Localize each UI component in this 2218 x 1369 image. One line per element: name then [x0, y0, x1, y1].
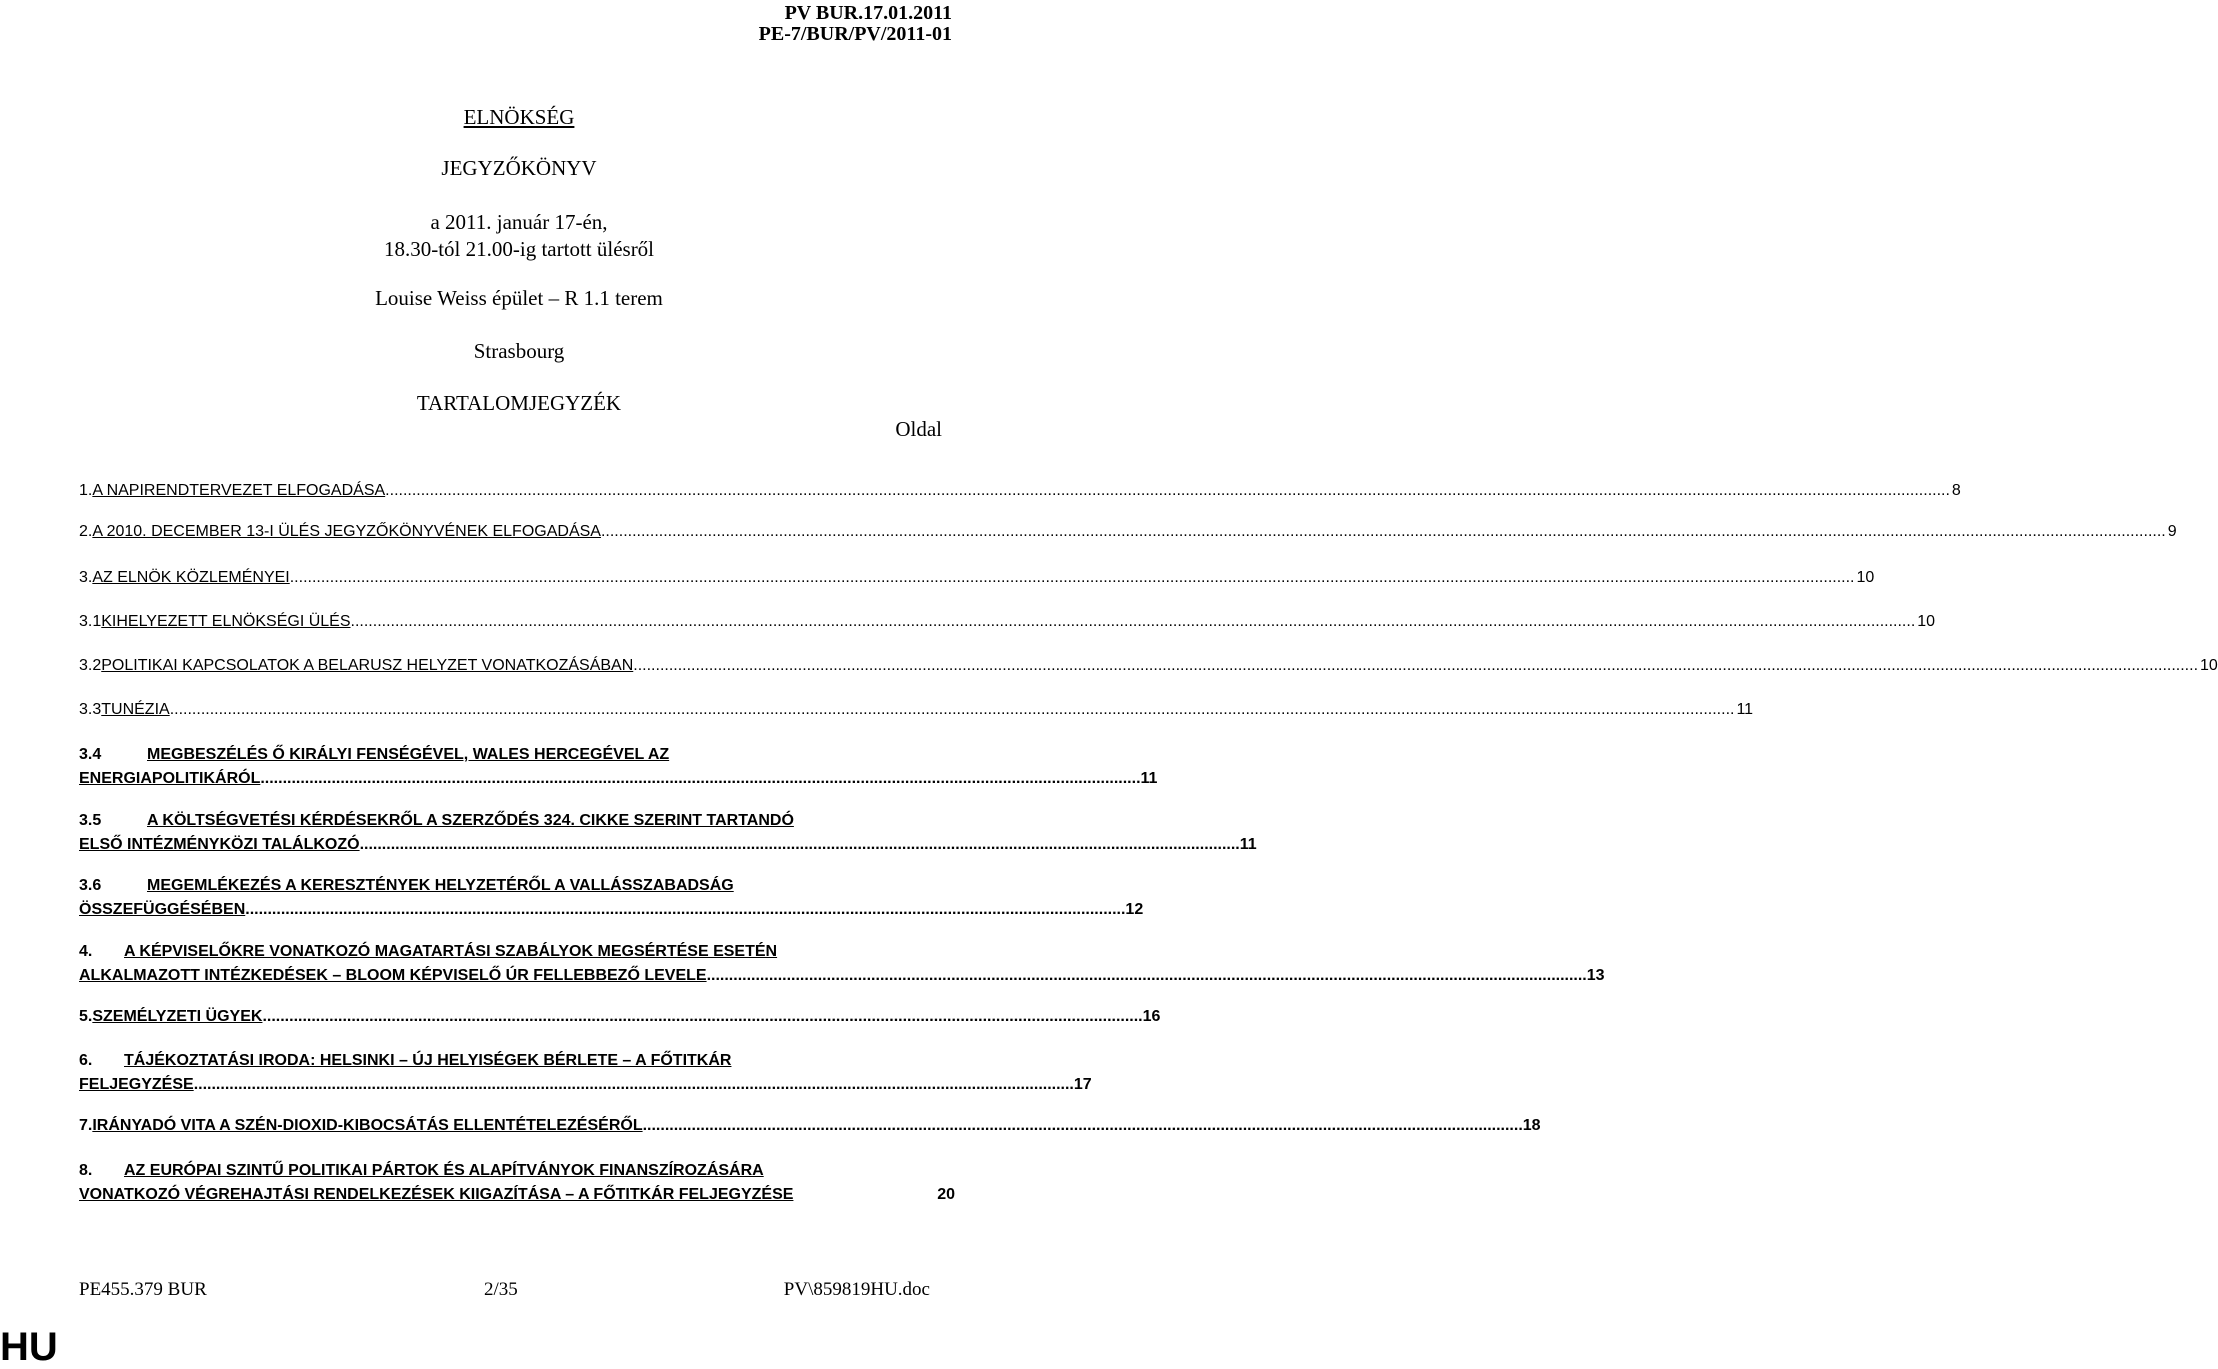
meeting-time: 18.30-tól 21.00-ig tartott ülésről — [383, 237, 655, 261]
language-code: HU — [0, 1325, 58, 1369]
toc-title: TUNÉZIA — [101, 701, 170, 718]
meeting-location: Louise Weiss épület – R 1.1 terem — [375, 286, 663, 310]
toc-title: A 2010. DECEMBER 13-I ÜLÉS JEGYZŐKÖNYVÉNEK ELFOGADÁSA — [92, 523, 601, 540]
toc-leader — [601, 520, 2166, 544]
toc-page: 12 — [1125, 901, 1144, 918]
toc-title: AZ ELNÖK KÖZLEMÉNYEI — [92, 569, 290, 586]
document-code: PE-7/BUR/PV/2011-01 — [758, 23, 952, 45]
toc-number: 5. — [79, 1008, 93, 1025]
toc-number: 6. — [79, 1052, 93, 1069]
toc-title-line2: FELJEGYZÉSE — [79, 1076, 194, 1093]
toc-entry[interactable] — [79, 479, 1961, 503]
toc-page: 10 — [2200, 657, 2218, 674]
presidency-heading: ELNÖKSÉG — [463, 105, 575, 129]
toc-entry[interactable] — [79, 1049, 1092, 1097]
toc-title-line1: TÁJÉKOZTATÁSI IRODA: HELSINKI – ÚJ HELYISÉGEK BÉRLETE – A FŐTITKÁR — [124, 1052, 732, 1069]
toc-title: IRÁNYADÓ VITA A SZÉN-DIOXID-KIBOCSÁTÁS ELLENTÉTELEZÉSÉRŐL — [92, 1117, 643, 1134]
toc-title-line2: ENERGIAPOLITIKÁRÓL — [79, 770, 261, 787]
toc-page: 18 — [1522, 1117, 1541, 1134]
toc-heading: TARTALOMJEGYZÉK — [416, 391, 622, 415]
toc-title-line1: AZ EURÓPAI SZINTŰ POLITIKAI PÁRTOK ÉS ALAPÍTVÁNYOK FINANSZÍROZÁSÁRA — [124, 1162, 764, 1179]
toc-number: 3.5 — [79, 812, 102, 829]
toc-page: 11 — [1239, 836, 1257, 853]
toc-number: 2. — [79, 523, 93, 540]
page-column-label: Oldal — [895, 417, 942, 441]
toc-entry[interactable] — [79, 520, 2177, 544]
toc-entry[interactable] — [79, 940, 1605, 988]
toc-page: 8 — [1951, 482, 1961, 499]
toc-title-line2: ALKALMAZOTT INTÉZKEDÉSEK – BLOOM KÉPVISELŐ ÚR FELLEBBEZŐ LEVELE — [79, 967, 707, 984]
toc-number: 4. — [79, 943, 93, 960]
toc-title: SZEMÉLYZETI ÜGYEK — [92, 1008, 263, 1025]
toc-title-line2: ELSŐ INTÉZMÉNYKÖZI TALÁLKOZÓ — [79, 836, 360, 853]
minutes-heading: JEGYZŐKÖNYV — [441, 156, 597, 180]
toc-page: 17 — [1073, 1076, 1092, 1093]
toc-number: 3.4 — [79, 746, 102, 763]
toc-leader — [633, 654, 2198, 678]
toc-entry[interactable] — [79, 698, 1754, 722]
toc-entry[interactable] — [79, 610, 1936, 634]
footer-reference: PE455.379 BUR — [79, 1279, 207, 1300]
meeting-date: a 2011. január 17-én, — [430, 210, 608, 234]
toc-page: 11 — [1140, 770, 1158, 787]
toc-leader: ...................................................................................................................................................................................................... — [359, 836, 1240, 853]
toc-number: 1. — [79, 482, 93, 499]
toc-number: 3.2 — [79, 657, 102, 674]
toc-page: 10 — [1917, 613, 1936, 630]
meeting-city: Strasbourg — [473, 339, 565, 363]
toc-leader: ...................................................................................................................................................................................................... — [642, 1117, 1523, 1134]
footer-page-number: 2/35 — [484, 1279, 518, 1300]
toc-number: 3.3 — [79, 701, 102, 718]
toc-leader: ...................................................................................................................................................................................................... — [706, 967, 1587, 984]
toc-page: 9 — [2167, 523, 2177, 540]
toc-page: 10 — [1856, 569, 1875, 586]
toc-title: KIHELYEZETT ELNÖKSÉGI ÜLÉS — [101, 613, 351, 630]
toc-entry[interactable] — [79, 1005, 1161, 1029]
toc-entry[interactable] — [79, 1114, 1541, 1138]
footer-filename: PV\859819HU.doc — [783, 1279, 930, 1300]
toc-leader: ...................................................................................................................................................................................................... — [245, 901, 1126, 918]
toc-entry[interactable] — [79, 1159, 955, 1207]
toc-title-line2: ÖSSZEFÜGGÉSÉBEN — [79, 901, 246, 918]
toc-title-line1: A KÉPVISELŐKRE VONATKOZÓ MAGATARTÁSI SZABÁLYOK MEGSÉRTÉSE ESETÉN — [124, 943, 778, 960]
toc-entry[interactable] — [79, 809, 1257, 857]
toc-page: 11 — [1736, 701, 1754, 718]
toc-number: 3.6 — [79, 877, 102, 894]
toc-title-line1: A KÖLTSÉGVETÉSI KÉRDÉSEKRŐL A SZERZŐDÉS 324. CIKKE SZERINT TARTANDÓ — [147, 812, 794, 829]
toc-page: 13 — [1586, 967, 1605, 984]
toc-leader — [290, 566, 1855, 590]
toc-leader — [385, 479, 1950, 503]
toc-title: A NAPIRENDTERVEZET ELFOGADÁSA — [92, 482, 386, 499]
toc-number: 8. — [79, 1162, 93, 1179]
toc-page: 20 — [937, 1186, 955, 1203]
toc-entry[interactable] — [79, 654, 2218, 678]
toc-entry[interactable] — [79, 566, 1875, 590]
toc-entry[interactable] — [79, 874, 1144, 922]
toc-title-line1: MEGBESZÉLÉS Ő KIRÁLYI FENSÉGÉVEL, WALES HERCEGÉVEL AZ — [147, 746, 670, 763]
toc-number: 3. — [79, 569, 93, 586]
document-reference: PV BUR.17.01.2011 — [784, 2, 952, 24]
toc-title-line1: MEGEMLÉKEZÉS A KERESZTÉNYEK HELYZETÉRŐL A VALLÁSSZABADSÁG — [147, 877, 734, 894]
toc-leader — [170, 698, 1735, 722]
toc-title: POLITIKAI KAPCSOLATOK A BELARUSZ HELYZET VONATKOZÁSÁBAN — [101, 657, 634, 674]
toc-leader — [351, 610, 1916, 634]
toc-number: 3.1 — [79, 613, 102, 630]
toc-entry[interactable] — [79, 743, 1158, 791]
toc-page: 16 — [1142, 1008, 1161, 1025]
toc-leader: ...................................................................................................................................................................................................... — [260, 770, 1141, 787]
toc-number: 7. — [79, 1117, 93, 1134]
toc-leader: ...................................................................................................................................................................................................... — [262, 1008, 1143, 1025]
toc-title-line2: VONATKOZÓ VÉGREHAJTÁSI RENDELKEZÉSEK KIIGAZÍTÁSA – A FŐTITKÁR FELJEGYZÉSE — [79, 1186, 794, 1203]
toc-leader: ...................................................................................................................................................................................................... — [193, 1076, 1074, 1093]
